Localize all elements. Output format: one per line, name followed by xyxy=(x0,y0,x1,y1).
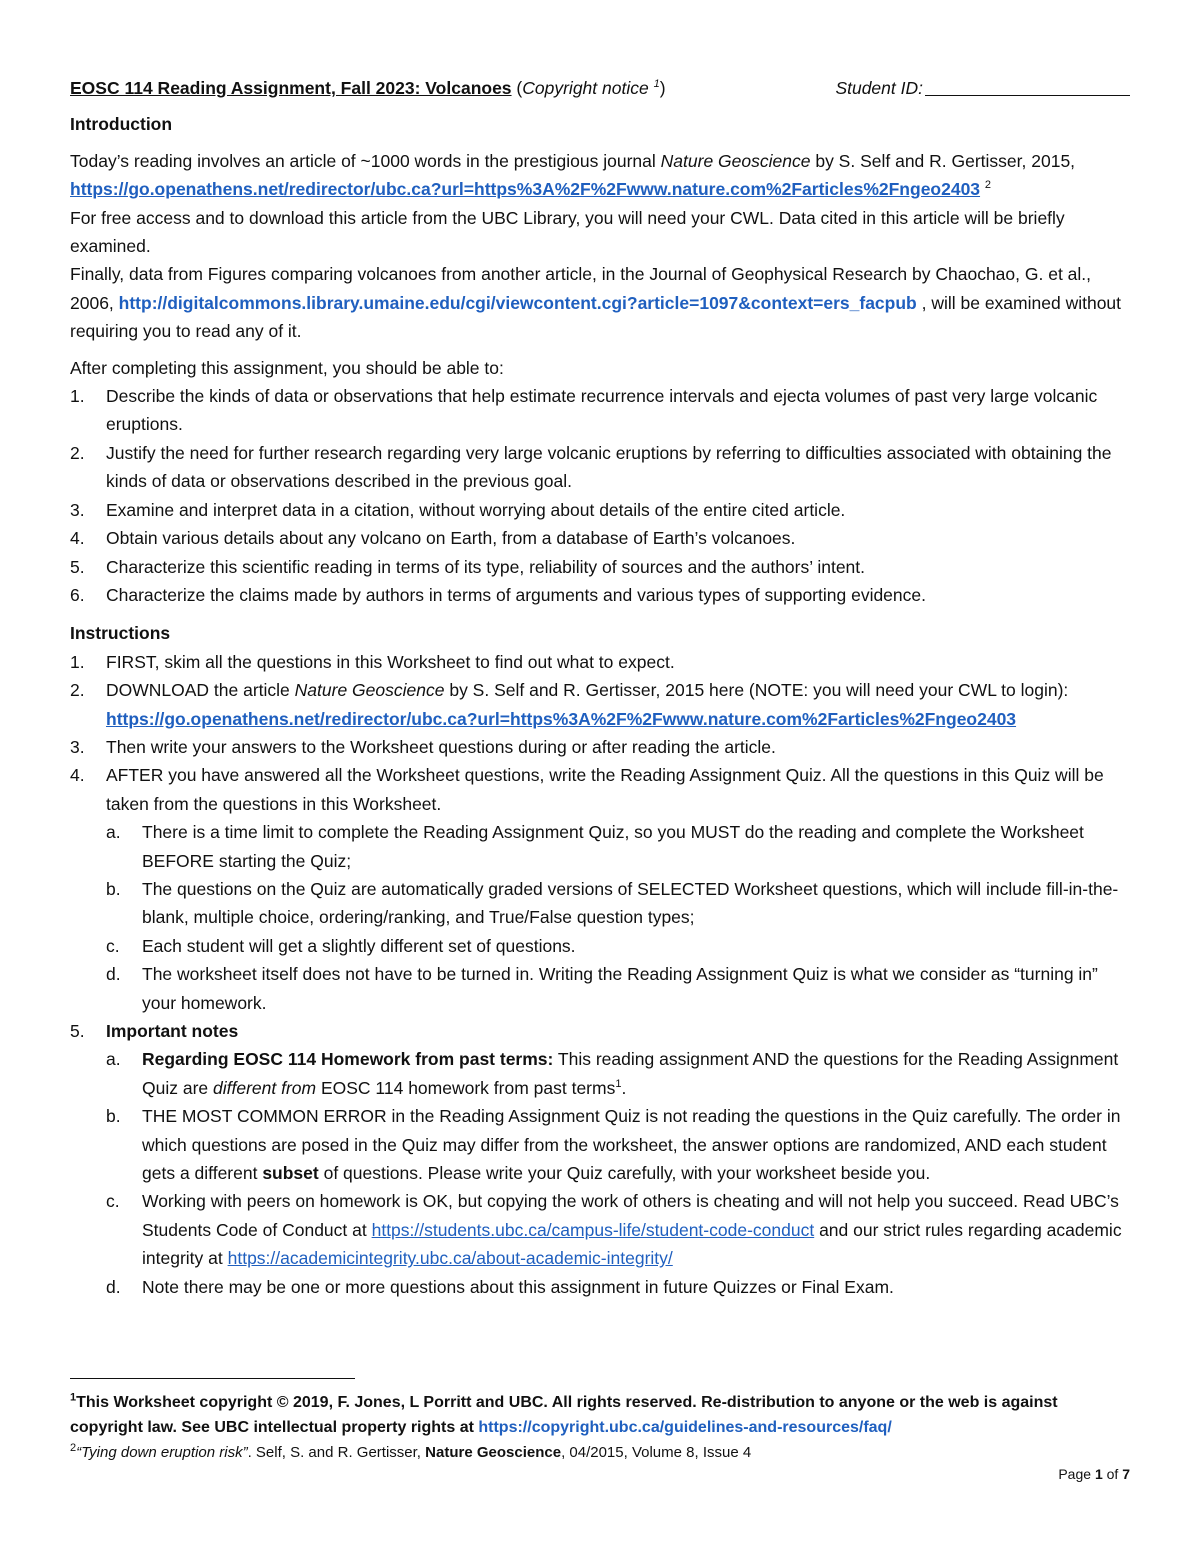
page-word: Page xyxy=(1058,1466,1095,1482)
item-text: AFTER you have answered all the Worksheet questions, write the Reading Assignment Quiz. All the questions in this Quiz will be taken from the questions in this Worksheet. xyxy=(106,765,1104,814)
item-text: The worksheet itself does not have to be turned in. Writing the Reading Assignment Quiz is what we consider as “turning in” your homework. xyxy=(142,964,1098,1013)
instructions-list xyxy=(70,648,1130,1301)
copyright-faq-link[interactable]: https://copyright.ubc.ca/guidelines-and-resources/faq/ xyxy=(478,1419,892,1436)
goal-item xyxy=(70,581,1130,609)
intro-p3-text-a: Finally, data from Figures comparing volcanoes from another article, in the Journal of Geophysical Research by Chaochao, G. et al., 2006, xyxy=(70,264,1092,313)
item-text: DOWNLOAD the article xyxy=(106,680,295,701)
footnote-2 xyxy=(70,1440,1130,1465)
total-pages: 7 xyxy=(1122,1466,1130,1482)
page-number xyxy=(1058,1466,1130,1482)
instruction-item xyxy=(70,761,1130,1017)
item-text: Examine and interpret data in a citation, without worrying about details of the entire cited article. xyxy=(106,499,846,520)
item-text: Characterize the claims made by authors in terms of arguments and various types of supporting evidence. xyxy=(106,584,926,605)
item-number: 4. xyxy=(70,765,85,786)
intro-p1-text-b: by S. Self and R. Gertisser, 2015, xyxy=(810,150,1076,171)
code-of-conduct-link[interactable]: https://students.ubc.ca/campus-life/student-code-conduct xyxy=(371,1219,815,1240)
chaochao-article-link[interactable]: http://digitalcommons.library.umaine.edu/cgi/viewcontent.cgi?article=1097&context=ers_facpub xyxy=(118,292,917,313)
item-number: 1. xyxy=(70,386,85,407)
note-text: Working with peers on homework is OK, but copying the work of others is cheating and will not help you succeed. Read UBC’s Students Code of Conduct at xyxy=(142,1191,1119,1240)
instruction-item xyxy=(70,1017,1130,1301)
intro-paragraph-1 xyxy=(70,147,1130,204)
note-text: . xyxy=(621,1077,627,1098)
item-text: Justify the need for further research regarding very large volcanic eruptions by referring to difficulties associated with obtaining the kinds of data or observations described in the previous goal. xyxy=(106,442,1112,492)
goal-item xyxy=(70,524,1130,552)
footnote-1-text: This Worksheet copyright © 2019, F. Jones, L Porritt and UBC. All rights reserved. Re-distribution to anyone or the web is against copyright law. See UBC intellectual property rights at xyxy=(70,1394,1058,1436)
spacer xyxy=(70,346,1130,354)
important-notes-list xyxy=(106,1045,1130,1301)
item-letter: d. xyxy=(106,964,121,985)
note-text: Note there may be one or more questions about this assignment in future Quizzes or Final Exam. xyxy=(142,1276,894,1297)
notice-close: ) xyxy=(659,78,666,98)
note-item xyxy=(106,1102,1130,1187)
footnotes xyxy=(70,1390,1130,1465)
item-text: Characterize this scientific reading in terms of its type, reliability of sources and the authors’ intent. xyxy=(106,556,866,577)
document-page xyxy=(70,74,1130,1301)
goal-item xyxy=(70,382,1130,439)
quiz-subitem xyxy=(106,875,1130,932)
item-text: Each student will get a slightly different set of questions. xyxy=(142,935,576,956)
copyright-footnote-ref[interactable]: 1 xyxy=(653,78,660,91)
item-text: There is a time limit to complete the Reading Assignment Quiz, so you MUST do the reading and complete the Worksheet BEFORE starting the Quiz; xyxy=(142,822,1084,871)
copyright-notice xyxy=(522,78,659,98)
spacer xyxy=(70,609,1130,619)
item-text: Describe the kinds of data or observations that help estimate recurrence intervals and ejecta volumes of past very large volcanic eruptions. xyxy=(106,386,1098,435)
document-header xyxy=(70,74,1130,102)
footnote-2-journal: Nature Geoscience xyxy=(425,1444,562,1461)
note-emphasis: different from xyxy=(213,1077,317,1098)
note-item xyxy=(106,1273,1130,1301)
introduction-heading: Introduction xyxy=(70,114,173,135)
item-letter: a. xyxy=(106,1049,121,1070)
assignment-title: EOSC 114 Reading Assignment, Fall 2023: Volcanoes xyxy=(70,78,512,98)
intro-paragraph-2: For free access and to download this article from the UBC Library, you will need your CWL. Data cited in this article will be briefly examined. xyxy=(70,207,1065,257)
footnote-1 xyxy=(70,1390,1130,1440)
item-number: 6. xyxy=(70,584,85,605)
note-bold-word: subset xyxy=(262,1163,319,1184)
academic-integrity-link[interactable]: https://academicintegrity.ubc.ca/about-academic-integrity/ xyxy=(227,1248,673,1269)
quiz-subitem xyxy=(106,960,1130,1017)
note-text: of questions. Please write your Quiz carefully, with your worksheet beside you. xyxy=(318,1163,931,1184)
student-id-blank[interactable] xyxy=(925,95,1130,96)
footnote-divider xyxy=(70,1378,355,1379)
note-item xyxy=(106,1187,1130,1272)
item-letter: c. xyxy=(106,1191,120,1212)
item-text: FIRST, skim all the questions in this Worksheet to find out what to expect. xyxy=(106,651,675,672)
journal-name: Nature Geoscience xyxy=(660,150,811,171)
item-letter: d. xyxy=(106,1276,121,1297)
note-bold-lead: Regarding EOSC 114 Homework from past terms: xyxy=(142,1049,554,1070)
footnote-2-marker: 2 xyxy=(70,1442,77,1454)
item-letter: b. xyxy=(106,878,121,899)
item-number: 3. xyxy=(70,736,85,757)
item-number: 5. xyxy=(70,556,85,577)
instruction-item xyxy=(70,648,1130,676)
note-text: EOSC 114 homework from past terms xyxy=(316,1077,616,1098)
note-text: This reading assignment AND the questions for the Reading Assignment Quiz are xyxy=(142,1049,1119,1098)
instructions-heading: Instructions xyxy=(70,623,171,644)
item-letter: a. xyxy=(106,822,121,843)
item-number: 2. xyxy=(70,442,85,463)
footnote-1-marker: 1 xyxy=(70,1391,77,1404)
quiz-subitem xyxy=(106,932,1130,960)
instruction-item xyxy=(70,733,1130,761)
footnote-ref[interactable]: 1 xyxy=(615,1077,622,1090)
goal-item xyxy=(70,553,1130,581)
footnote-2-title: “Tying down eruption risk” xyxy=(76,1444,248,1461)
item-text: Obtain various details about any volcano on Earth, from a database of Earth’s volcanoes. xyxy=(106,528,796,549)
of-word: of xyxy=(1102,1466,1123,1482)
current-page: 1 xyxy=(1094,1466,1103,1482)
item-number: 1. xyxy=(70,651,85,672)
download-article-link[interactable]: https://go.openathens.net/redirector/ubc.ca?url=https%3A%2F%2Fwww.nature.com%2Farticles%2Fngeo2403 xyxy=(106,708,1017,729)
item-number: 3. xyxy=(70,499,85,520)
quiz-subitem xyxy=(106,818,1130,875)
item-text: by S. Self and R. Gertisser, 2015 here (NOTE: you will need your CWL to login): xyxy=(444,680,1069,701)
instruction-item xyxy=(70,676,1130,733)
goals-list xyxy=(70,382,1130,609)
important-notes-heading: Important notes xyxy=(106,1021,239,1041)
note-text: THE MOST COMMON ERROR in the Reading Assignment Quiz is not reading the questions in the Quiz carefully. The order in which questions are posed in the Quiz may differ from the worksheet, the answer options are randomized, AND each student gets a different xyxy=(142,1106,1121,1184)
intro-paragraph-3 xyxy=(70,260,1130,345)
intro-p3-text-b: , will be examined without requiring you to read any of it. xyxy=(70,292,1122,342)
item-number: 5. xyxy=(70,1021,85,1041)
item-number: 2. xyxy=(70,680,85,701)
intro-p1-text-a: Today’s reading involves an article of ~1000 words in the prestigious journal xyxy=(70,150,661,171)
student-id-label: Student ID: xyxy=(835,78,923,98)
copyright-notice-text: Copyright notice xyxy=(522,78,654,98)
footnote-2-text: , 04/2015, Volume 8, Issue 4 xyxy=(561,1444,752,1461)
goal-item xyxy=(70,496,1130,524)
article-link[interactable]: https://go.openathens.net/redirector/ubc.ca?url=https%3A%2F%2Fwww.nature.com%2Farticles%2Fngeo2403 xyxy=(70,179,981,200)
header-left xyxy=(70,74,666,102)
journal-name: Nature Geoscience xyxy=(294,680,445,701)
article-footnote-ref[interactable]: 2 xyxy=(984,179,992,192)
footnote-2-text: . Self, S. and R. Gertisser, xyxy=(247,1444,426,1461)
spacer xyxy=(70,139,1130,147)
note-text: and our strict rules regarding academic integrity at xyxy=(142,1219,1122,1269)
note-item xyxy=(106,1045,1130,1102)
goal-item xyxy=(70,439,1130,496)
item-text: Then write your answers to the Worksheet questions during or after reading the article. xyxy=(106,736,776,757)
goals-lead: After completing this assignment, you should be able to: xyxy=(70,357,504,378)
student-id-field[interactable] xyxy=(835,74,1130,102)
notice-open: ( xyxy=(511,78,523,98)
quiz-sublist xyxy=(106,818,1130,1017)
item-number: 4. xyxy=(70,528,85,549)
item-text: The questions on the Quiz are automatically graded versions of SELECTED Worksheet questions, which will include fill-in-the-blank, multiple choice, ordering/ranking, and True/False question types; xyxy=(142,878,1119,928)
item-letter: b. xyxy=(106,1106,121,1127)
item-letter: c. xyxy=(106,935,120,956)
